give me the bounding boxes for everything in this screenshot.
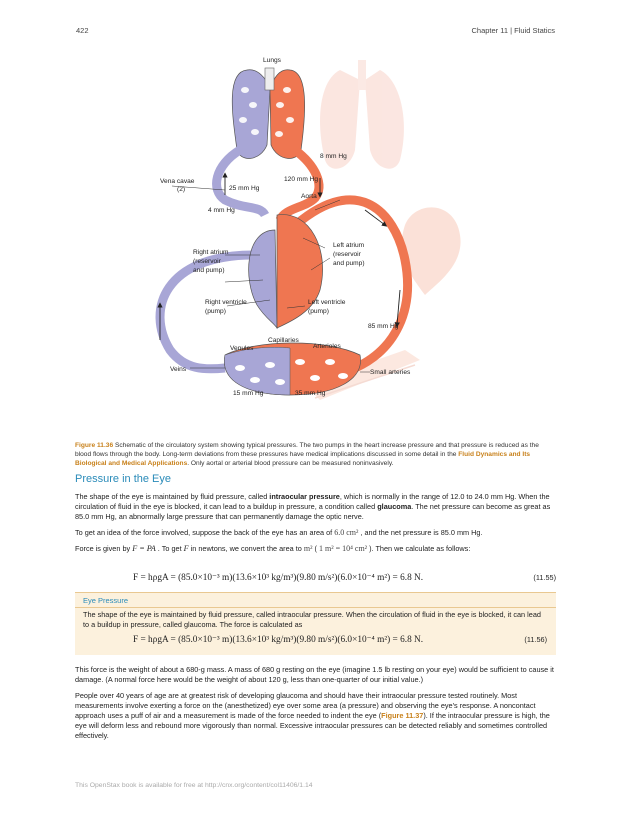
para5-text: People over 40 years of age are at greatest risk of developing glaucoma and should have their intraocular pressure tested routinely. Most measurements involve exerting a force on the (anesthetized) eye over some area (a pressure) and observing the eye's response. A noncontact approach uses a puff of air and a measurement is made of the force needed to indent the eye ( [75,691,536,720]
box-divider [75,607,556,608]
label-15mmhg: 15 mm Hg [233,390,264,397]
paragraph-intraocular [75,492,556,522]
label-left-ventricle: Left ventricle [308,299,346,306]
box-title: Eye Pressure [83,596,129,605]
label-vena-cavae-count: (2) [177,186,186,193]
figure-link[interactable]: Figure 11.37 [381,711,424,720]
label-25mmhg: 25 mm Hg [229,185,260,192]
label-right-ventricle-pump: (pump) [205,308,226,315]
label-lungs: Lungs [263,57,281,64]
section-title: Pressure in the Eye [75,473,171,485]
para3-text-5: ). Then we calculate as follows: [367,544,471,553]
eye-pressure-box [75,592,556,655]
equation-11-55 [75,572,556,588]
math-f: F [183,544,189,553]
label-right-atrium-reservoir: (reservoir [193,258,221,265]
paragraph-testing [75,691,556,741]
label-veins: Veins [170,366,187,373]
paragraph-weight: This force is the weight of about a 680-g mass. A mass of 680 g resting on the eye (imagine 1.5 lb resting on your eye) would be sufficient to cause it damage. (A normal force here would be the weight of about 120 g, less than one-quarter of our initial value.) [75,665,554,684]
caption-text-end: . Only aortal or arterial blood pressure can be measured noninvasively. [187,460,394,468]
term-intraocular-pressure: intraocular pressure [269,492,340,501]
figure-number: Figure 11.36 [75,442,114,449]
paragraph-force-given [75,544,556,554]
label-right-atrium-pump: and pump) [193,267,225,274]
label-right-ventricle: Right ventricle [205,299,247,306]
label-capillaries: Capillaries [268,337,299,344]
label-120mmhg: 120 mm Hg [284,176,319,183]
label-right-atrium: Right atrium [193,249,229,256]
box-equation-formula: F = hρgA = (85.0×10⁻³ m)(13.6×10³ kg/m³)(9.80 m/s²)(6.0×10⁻⁴ m²) = 6.8 N. [133,635,424,645]
lungs [232,68,304,158]
figure-caption [75,441,555,469]
label-aorta: Aorta [301,193,317,200]
para2-text: To get an idea of the force involved, suppose the back of the eye has an area of [75,528,335,537]
equation-number: (11.55) [533,573,556,582]
label-85mmhg: 85 mm Hg [368,323,399,330]
math-conversion: 1 m² = 10⁴ cm² [318,544,368,553]
para3-text: Force is given by [75,544,133,553]
chapter-title: Chapter 11 | Fluid Statics [471,26,555,35]
label-8mmhg: 8 mm Hg [320,153,347,160]
math-m2: m² [303,544,313,553]
para3-text-2: . To get [155,544,184,553]
math-f-pa: F = PA [132,544,156,553]
label-left-ventricle-pump: (pump) [308,308,329,315]
para1-text-2: , which is normally in the range of 12.0 to 24.0 mm Hg. When the circulation of fluid in the eye is blocked, it can lead to a buildup in pressure, a condition called [75,492,550,511]
equation-11-56 [75,634,547,650]
area-value: 6.0 cm² [334,528,359,537]
paragraph-force-idea [75,528,556,538]
caption-text: Schematic of the circulatory system showing typical pressures. The two pumps in the heart increase pressure and that pressure is reduced as the blood flows through the body. Long-term deviations from these pressures have medical implications discussed in some detail in the [75,442,539,459]
label-venules: Venules [230,345,254,352]
para3-text-3: in newtons, we convert the area to [188,544,304,553]
para1-text-3: . The net pressure can become as great as 85.0 mm Hg, an abnormally large pressure that can permanently damage the optic nerve. [75,502,551,521]
page-footer[interactable]: This OpenStax book is available for free at http://cnx.org/content/col11406/1.14 [75,782,313,789]
box-text: The shape of the eye is maintained by fluid pressure, called intraocular pressure. When the circulation of fluid in the eye is blocked, it can lead to a buildup in pressure, called glaucoma. The force is calculated as [83,610,541,629]
box-equation-number: (11.56) [524,635,547,644]
circulatory-diagram [75,50,555,435]
caption-link[interactable]: Fluid Dynamics and Its Biological and Medical Applications [75,451,531,468]
para3-text-4: ( [312,544,319,553]
para1-text: The shape of the eye is maintained by fluid pressure, called [75,492,270,501]
term-glaucoma: glaucoma [377,502,412,511]
label-small-arteries: Small arteries [370,369,411,376]
label-arterioles: Arterioles [313,343,341,350]
label-left-atrium: Left atrium [333,242,365,249]
label-vena-cavae: Vena cavae [160,178,195,185]
equation-formula: F = hρgA = (85.0×10⁻³ m)(13.6×10³ kg/m³)(9.80 m/s²)(6.0×10⁻⁴ m²) = 6.8 N. [133,573,424,583]
label-4mmhg: 4 mm Hg [208,207,235,214]
para5-text-2: ). If the intraocular pressure is high, the eye will deform less and rebound more vigorously than normal. Excessive intraocular pressures can be detected reliably and sometimes controlled effectively. [75,711,550,740]
para2-text-2: , and the net pressure is 85.0 mm Hg. [358,528,483,537]
page-number: 422 [76,26,89,35]
label-left-atrium-reservoir: (reservoir [333,251,361,258]
label-35mmhg: 35 mm Hg [295,390,326,397]
label-left-atrium-pump: and pump) [333,260,365,267]
circulatory-figure [75,50,555,435]
